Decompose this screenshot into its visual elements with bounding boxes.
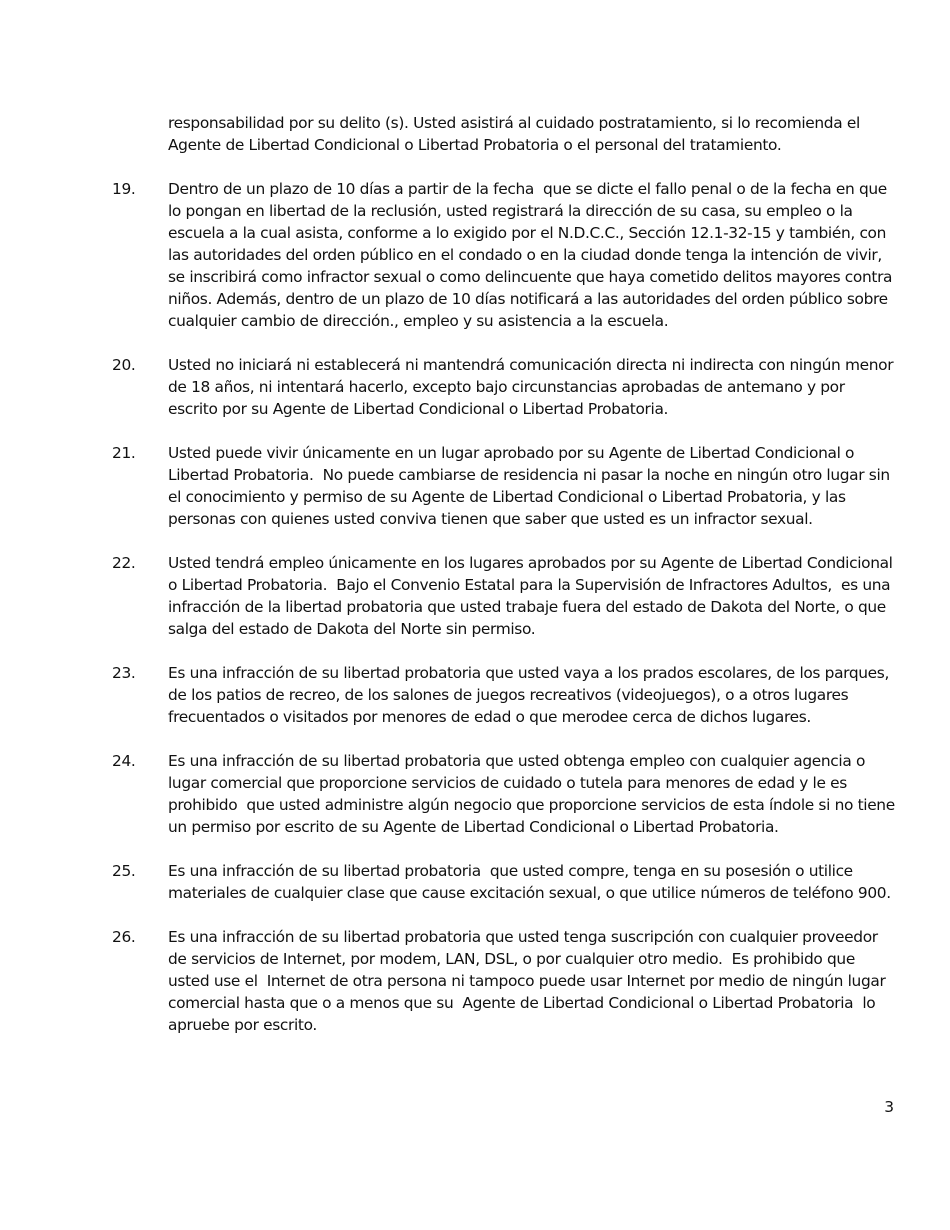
item-text: Es una infracción de su libertad probatoria que usted obtenga empleo con cualquier agencia o lugar comercial que proporcione servicios de cuidado o tutela para menores de edad y le es prohibido que usted administre algún negocio que proporcione servicios de esta índole si no tiene un permiso por escrito de su Agente de Libertad Condicional o Libertad Probatoria. <box>168 752 900 836</box>
item-text: Usted puede vivir únicamente en un lugar aprobado por su Agente de Libertad Condicional o Libertad Probatoria. No puede cambiarse de residencia ni pasar la noche en ningún otro lugar sin el conocimiento y permiso de su Agente de Libertad Condicional o Libertad Probatoria, y las personas con quienes usted conviva tienen que saber que usted es un infractor sexual. <box>168 444 895 528</box>
continuation-paragraph <box>112 112 898 156</box>
item-text: Es una infracción de su libertad probatoria que usted compre, tenga en su posesión o utilice materiales de cualquier clase que cause excitación sexual, o que utilice números de teléfono 900. <box>168 862 891 902</box>
continuation-text: responsabilidad por su delito (s). Usted asistirá al cuidado postratamiento, si lo recomienda el Agente de Libertad Condicional o Libertad Probatoria o el personal del tratamiento. <box>168 114 865 154</box>
item-number: 25. <box>112 862 136 880</box>
item-text: Dentro de un plazo de 10 días a partir de la fecha que se dicte el fallo penal o de la fecha en que lo pongan en libertad de la reclusión, usted registrará la dirección de su casa, su empleo o la escuela a la cual asista, conforme a lo exigido por el N.D.C.C., Sección 12.1-32-15 y también, con las autoridades del orden público en el condado o en la ciudad donde tenga la intención de vivir, se inscribirá como infractor sexual o como delincuente que haya cometido delitos mayores contra niños. Además, dentro de un plazo de 10 días notificará a las autoridades del orden público sobre cualquier cambio de dirección., empleo y su asistencia a la escuela. <box>168 180 902 330</box>
list-item-19 <box>112 178 902 332</box>
list-item-26 <box>112 926 898 1036</box>
item-number: 19. <box>112 180 136 198</box>
item-text: Es una infracción de su libertad probatoria que usted vaya a los prados escolares, de los parques, de los patios de recreo, de los salones de juegos recreativos (videojuegos), o a otros lugares frecuentados o visitados por menores de edad o que merodee cerca de dichos lugares. <box>168 664 894 726</box>
item-number: 21. <box>112 444 136 462</box>
item-number: 22. <box>112 554 136 572</box>
list-item-22 <box>112 552 898 640</box>
list-item-23 <box>112 662 898 728</box>
item-number: 24. <box>112 752 136 770</box>
item-number: 20. <box>112 356 136 374</box>
document-body <box>112 112 902 1058</box>
item-text: Usted tendrá empleo únicamente en los lugares aprobados por su Agente de Libertad Condicional o Libertad Probatoria. Bajo el Convenio Estatal para la Supervisión de Infractores Adultos, es una infracción de la libertad probatoria que usted trabaje fuera del estado de Dakota del Norte, o que salga del estado de Dakota del Norte sin permiso. <box>168 554 898 638</box>
item-text: Es una infracción de su libertad probatoria que usted tenga suscripción con cualquier proveedor de servicios de Internet, por modem, LAN, DSL, o por cualquier otro medio. Es prohibido que usted use el Internet de otra persona ni tampoco puede usar Internet por medio de ningún lugar comercial hasta que o a menos que su Agente de Libertad Condicional o Libertad Probatoria lo apruebe por escrito. <box>168 928 890 1034</box>
list-item-21 <box>112 442 898 530</box>
page-number: 3 <box>884 1098 894 1116</box>
item-number: 26. <box>112 928 136 946</box>
empty-number-column <box>112 112 168 156</box>
list-item-25 <box>112 860 898 904</box>
item-text: Usted no iniciará ni establecerá ni mantendrá comunicación directa ni indirecta con ningún menor de 18 años, ni intentará hacerlo, excepto bajo circunstancias aprobadas de antemano y por escrito por su Agente de Libertad Condicional o Libertad Probatoria. <box>168 356 898 418</box>
item-number: 23. <box>112 664 136 682</box>
list-item-24 <box>112 750 898 838</box>
list-item-20 <box>112 354 898 420</box>
